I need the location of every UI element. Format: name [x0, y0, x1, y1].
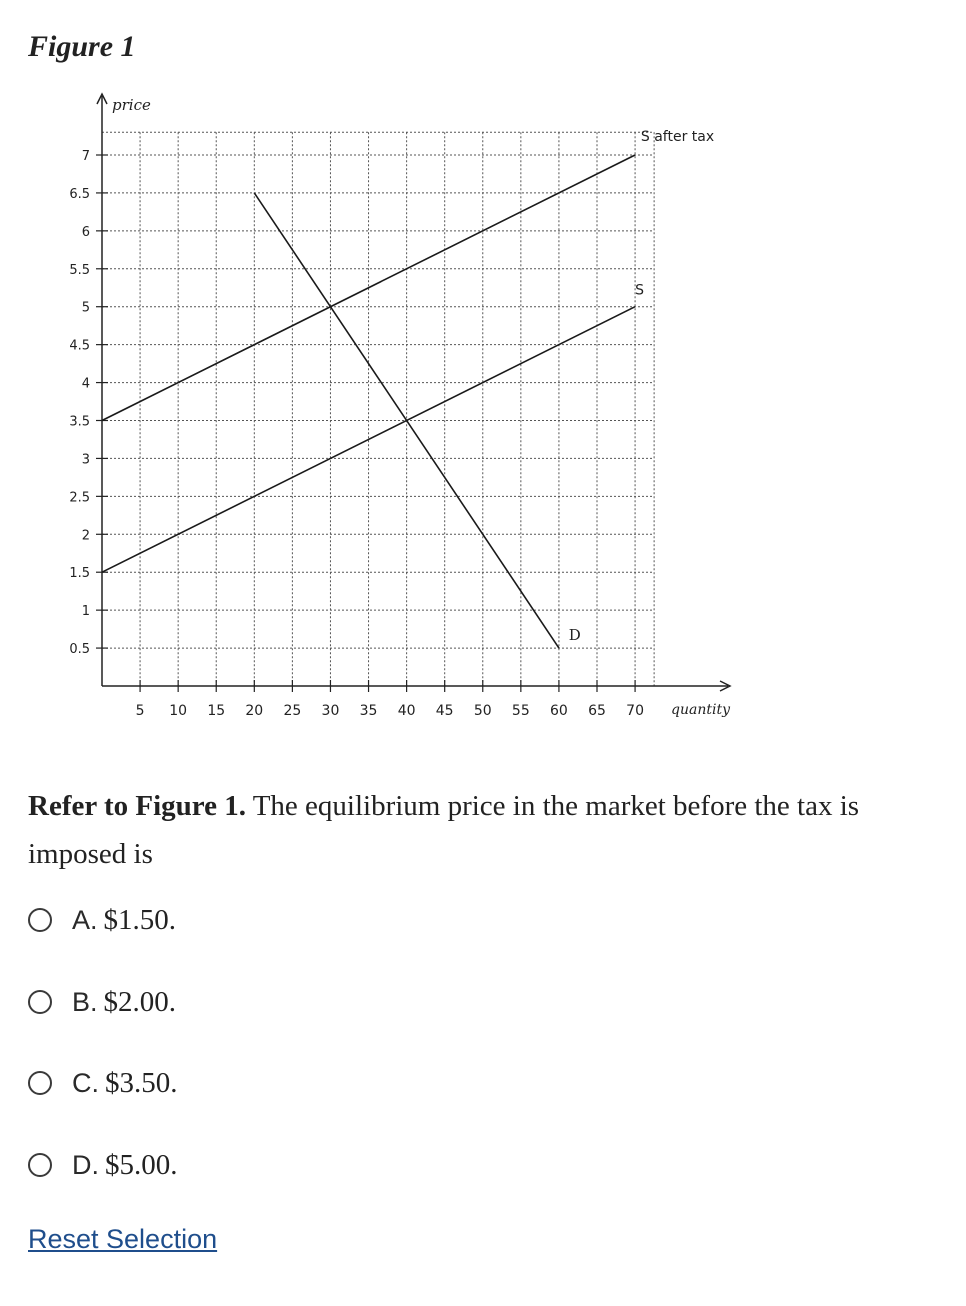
option-value: $5.00. [105, 1148, 178, 1181]
series-label-d: D [568, 626, 581, 645]
option-d[interactable] [28, 1145, 178, 1185]
series-label-s: S [635, 282, 644, 299]
x-tick-label: 30 [321, 703, 340, 719]
y-axis-label: price [112, 96, 151, 114]
x-tick-label: 60 [550, 703, 568, 719]
chart-grid [102, 132, 654, 686]
y-tick-label: 2 [81, 528, 90, 544]
y-tick-label: 3 [81, 452, 90, 468]
y-tick-label: 5.5 [69, 262, 90, 278]
reset-selection-link[interactable]: Reset Selection [28, 1224, 218, 1254]
y-tick-label: 0.5 [69, 642, 90, 658]
y-tick-label: 2.5 [69, 490, 90, 506]
option-value: $3.50. [105, 1066, 178, 1099]
series-label-s-after-tax: S after tax [640, 129, 715, 145]
y-tick-label: 7 [81, 149, 90, 164]
option-letter: C. [72, 1067, 99, 1098]
option-a[interactable] [28, 900, 176, 940]
x-tick-label: 35 [359, 703, 378, 719]
x-tick-label: 10 [169, 703, 188, 719]
option-letter: D. [72, 1149, 99, 1180]
y-tick-label: 6.5 [69, 186, 90, 202]
option-letter: B. [72, 986, 98, 1017]
option-b[interactable] [28, 982, 176, 1022]
x-tick-label: 5 [135, 703, 145, 719]
x-tick-label: 55 [511, 703, 530, 719]
y-tick-label: 1.5 [69, 566, 90, 582]
radio-icon[interactable] [28, 1071, 52, 1095]
x-tick-label: 20 [245, 703, 264, 719]
y-tick-label: 6 [81, 224, 90, 240]
question-reference: Refer to Figure 1. [28, 790, 246, 822]
radio-icon[interactable] [28, 908, 52, 932]
y-tick-label: 5 [81, 300, 90, 316]
option-c[interactable] [28, 1063, 178, 1103]
x-axis-label: quantity [671, 702, 730, 718]
x-tick-label: 40 [397, 703, 416, 719]
x-tick-label: 15 [207, 703, 226, 719]
option-value: $1.50. [103, 903, 177, 936]
question-text [28, 782, 928, 878]
radio-icon[interactable] [28, 1153, 52, 1177]
y-tick-label: 3.5 [69, 414, 90, 430]
chart-labels [69, 96, 731, 719]
x-tick-label: 50 [473, 703, 492, 719]
question-body: The equilibrium price in the market before the tax is imposed is [28, 790, 860, 870]
radio-icon[interactable] [28, 990, 52, 1014]
y-tick-label: 1 [81, 604, 90, 620]
option-letter: A. [72, 904, 98, 935]
supply-demand-chart [40, 88, 760, 728]
option-value: $2.00. [103, 985, 177, 1018]
x-tick-label: 70 [626, 703, 644, 719]
y-tick-label: 4 [81, 376, 90, 392]
y-tick-label: 4.5 [69, 338, 90, 354]
figure-title: Figure 1 [28, 30, 136, 63]
x-tick-label: 25 [283, 703, 302, 719]
x-tick-label: 65 [588, 703, 606, 719]
x-tick-label: 45 [435, 703, 454, 719]
